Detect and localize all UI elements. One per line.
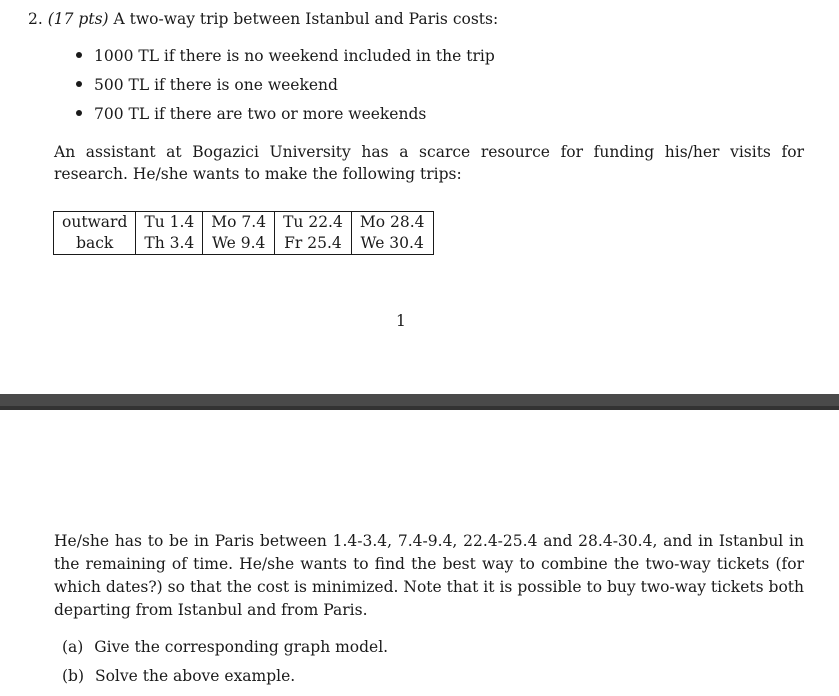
bullet-icon [76, 110, 82, 116]
table-cell: We 30.4 [351, 233, 433, 255]
document-page-2 [0, 410, 839, 696]
item-text: Give the corresponding graph model. [94, 638, 389, 656]
problem-number: 2. [28, 10, 43, 28]
page-separator [0, 394, 839, 410]
bullet-icon [76, 52, 82, 58]
bullet-item-1: 1000 TL if there is no weekend included in the trip [94, 47, 495, 65]
table-cell: Th 3.4 [136, 233, 203, 255]
table-cell: Mo 28.4 [351, 212, 433, 234]
table-row [54, 233, 434, 255]
table-cell: Fr 25.4 [275, 233, 352, 255]
problem-header [28, 8, 498, 30]
trips-table [53, 211, 434, 255]
item-label: (a) [62, 638, 84, 656]
task-paragraph: He/she has to be in Paris between 1.4-3.4, 7.4-9.4, 22.4-25.4 and 28.4-30.4, and in Istanbul in the remaining of time. He/she wants to find the best way to combine the two-way tickets (for which dates?) so that the cost is minimized. Note that it is possible to buy two-way tickets both departing from Istanbul and from Paris. [54, 532, 804, 619]
item-label: (b) [62, 667, 85, 685]
table-cell: Tu 22.4 [275, 212, 352, 234]
table-cell: Mo 7.4 [203, 212, 275, 234]
intro-paragraph: An assistant at Bogazici University has a scarce resource for funding his/her visits for research. He/she wants to make the following trips: [54, 143, 804, 183]
list-item [62, 665, 295, 687]
item-text: Solve the above example. [94, 667, 296, 685]
bullet-item-3: 700 TL if there are two or more weekends [94, 105, 427, 123]
table-row [54, 212, 434, 234]
problem-points: (17 pts) [47, 10, 109, 28]
bullet-icon [76, 81, 82, 87]
table-cell: Tu 1.4 [136, 212, 203, 234]
list-item [62, 636, 388, 658]
problem-intro: A two-way trip between Istanbul and Paris costs: [113, 10, 499, 28]
page-number: 1 [396, 312, 406, 330]
table-cell: We 9.4 [203, 233, 275, 255]
table-cell: outward [54, 212, 136, 234]
table-cell: back [54, 233, 136, 255]
bullet-item-2: 500 TL if there is one weekend [94, 76, 338, 94]
